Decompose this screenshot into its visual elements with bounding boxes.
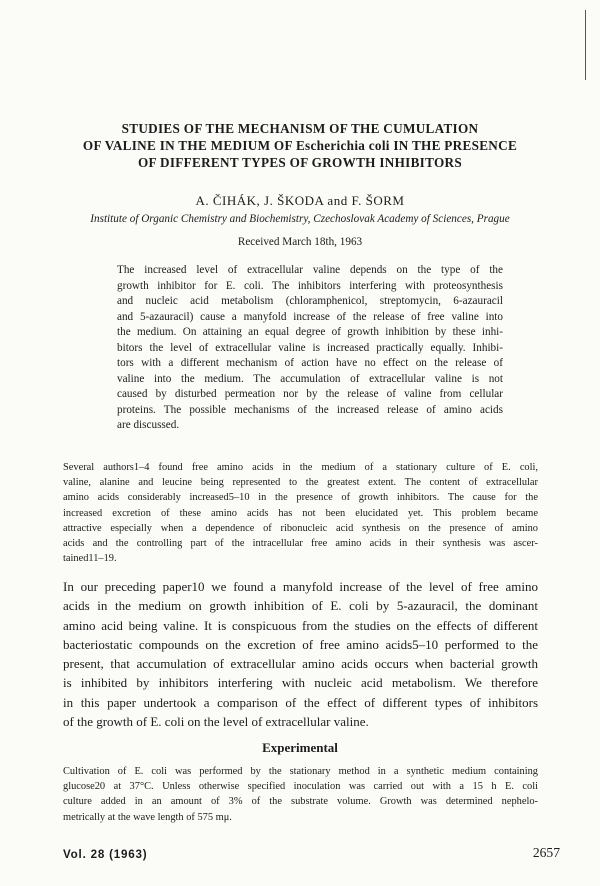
article-title: [40, 120, 560, 171]
paragraph-line: Several authors1–4 found free amino acids in the medium of a stationary culture of E. coli,: [63, 462, 538, 473]
title-line-2: OF VALINE IN THE MEDIUM OF Escherichia coli IN THE PRESENCE: [82, 138, 518, 153]
paragraph-line: amino acids considerably increased5–10 in the presence of growth inhibitors. The cause for the: [63, 492, 538, 504]
abstract-line: and 5-azauracil) cause a manyfold increase of the release of free valine into: [117, 310, 503, 323]
paragraph-line: acids in the medium on growth inhibition of E. coli by 5-azauracil, the dominant: [63, 598, 538, 614]
paragraph-line: in this paper undertook a comparison of the effect of different types of inhibitors: [63, 694, 538, 710]
journal-volume: Vol. 28 (1963): [63, 848, 148, 861]
institute: Institute of Organic Chemistry and Biochemistry, Czechoslovak Academy of Sciences, Prague: [90, 213, 510, 225]
experimental-paragraph: [63, 764, 538, 825]
page-number: 2657: [532, 845, 560, 860]
abstract-line: the medium. On attaining an equal degree of growth inhibition by these inhi-: [117, 326, 503, 338]
paragraph-line: culture added in an amount of 3% of the substrate volume. Growth was determined nephelo-: [63, 796, 538, 808]
paragraph-line: attractive especially when a dependence of ribonucleic acid synthesis on the presence of amino: [63, 522, 538, 534]
abstract-line: proteins. The possible mechanisms of the increased release of amino acids: [117, 403, 503, 416]
abstract-line: growth inhibitor for E. coli. The inhibitors interfering with proteosynthesis: [117, 279, 503, 292]
paragraph-line: increased excretion of these amino acids has not been elucidated yet. This problem became: [63, 507, 538, 519]
paragraph-line: valine, alanine and leucine being represented to the greatest extent. The content of extracellular: [63, 477, 538, 489]
abstract-line: valine into the medium. The accumulation of extracellular valine is not: [117, 372, 503, 385]
title-line-3: OF DIFFERENT TYPES OF GROWTH INHIBITORS: [138, 155, 462, 170]
paragraph-line: is inhibited by inhibitors interfering with nucleic acid metabolism. We therefore: [63, 675, 538, 691]
abstract-line: tors with a different mechanism of action have no effect on the release of: [117, 357, 503, 369]
paragraph-line: In our preceding paper10 we found a manyfold increase of the level of free amino: [63, 579, 538, 594]
intro-paragraph-small: [63, 460, 538, 566]
paragraph-line: amino acid being valine. It is conspicuous from the studies on the effects of different: [63, 617, 538, 633]
paragraph-line: acids and the controlling part of the intracellular free amino acids in their synthesis was ascer-: [63, 538, 538, 550]
paragraph-line: present, that accumulation of extracellular amino acids occurs when bacterial growth: [63, 656, 538, 672]
abstract-line: are discussed.: [117, 419, 180, 431]
received-date: Received March 18th, 1963: [237, 236, 363, 248]
abstract-line: caused by disturbed permeation nor by the release of valine from cellular: [117, 388, 503, 400]
paragraph-line: bacteriostatic compounds on the excretion of free amino acids5–10 performed to the: [63, 636, 538, 652]
title-line-1: STUDIES OF THE MECHANISM OF THE CUMULATION: [121, 121, 479, 136]
paragraph-line: glucose20 at 37°C. Unless otherwise specified inoculation was carried out with a 15 h E. coli: [63, 781, 538, 793]
abstract: [117, 263, 503, 434]
abstract-line: and nucleic acid metabolism (chloramphenicol, streptomycin, 6-azauracil: [117, 295, 503, 307]
page-edge-line: [585, 10, 586, 80]
paragraph-line: Cultivation of E. coli was performed by the stationary method in a synthetic medium containing: [63, 766, 538, 777]
paragraph-line: metrically at the wave length of 575 mμ.: [63, 811, 232, 823]
abstract-line: bitors the level of extracellular valine is increased practically equally. Inhibi-: [117, 341, 503, 354]
abstract-line: The increased level of extracellular valine depends on the type of the: [117, 264, 503, 276]
intro-paragraph-large: [63, 577, 538, 731]
paragraph-line: tained11–19.: [63, 553, 117, 565]
authors: A. ČIHÁK, J. ŠKODA and F. ŠORM: [195, 193, 405, 208]
paragraph-line: of the growth of E. coli on the level of extracellular valine.: [63, 714, 369, 730]
section-heading: Experimental: [262, 740, 338, 755]
